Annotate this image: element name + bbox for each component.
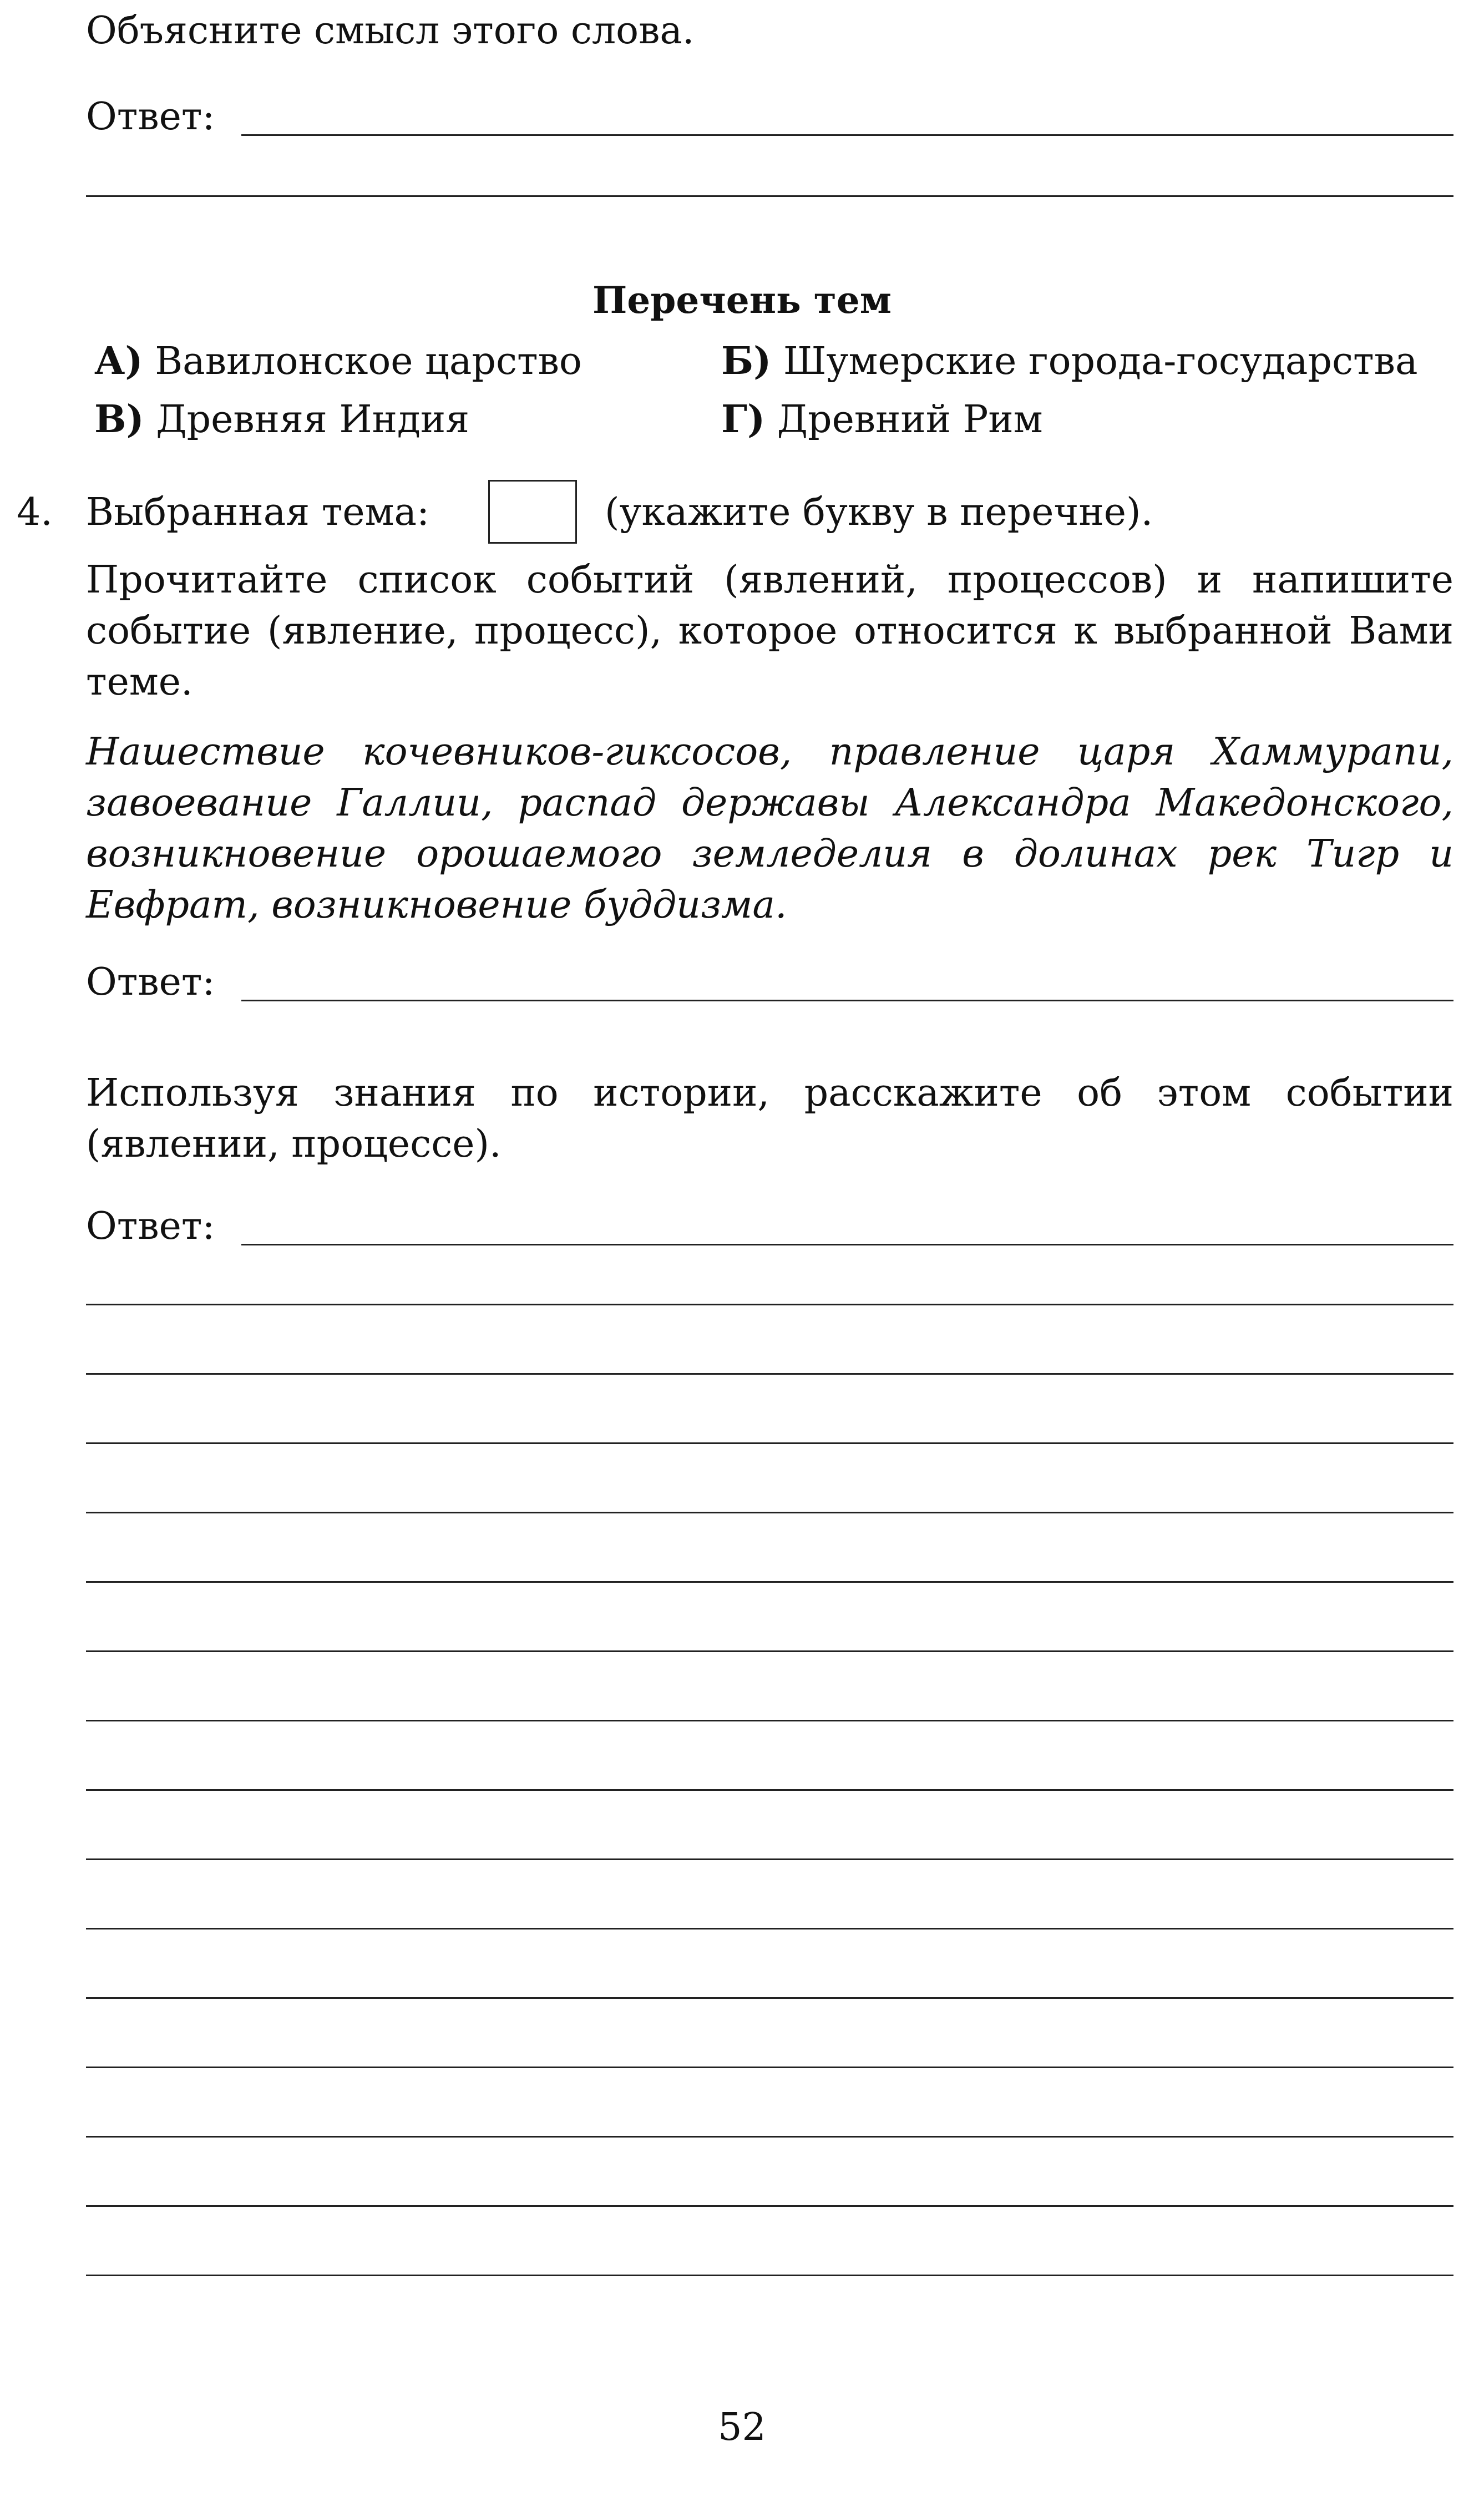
- topic-letter: В): [94, 397, 144, 442]
- topic-letter: Б): [721, 339, 772, 383]
- answer-line[interactable]: [86, 1789, 1453, 1791]
- answer-line[interactable]: [86, 2136, 1453, 2138]
- answer-line[interactable]: [86, 1304, 1453, 1305]
- answer-line[interactable]: [86, 1373, 1453, 1375]
- answer-label: Ответ:: [86, 1201, 226, 1252]
- story-prompt: Используя знания по истории, расскажите об этом событии (явлении, процессе).: [86, 1071, 1453, 1166]
- answer-line[interactable]: [86, 1442, 1453, 1444]
- answer-line[interactable]: [86, 1928, 1453, 1929]
- answer-line[interactable]: [241, 134, 1453, 136]
- topic-letter: Г): [721, 397, 766, 442]
- answer-label: Ответ:: [86, 92, 226, 143]
- topic-text: Вавилонское царство: [155, 340, 582, 383]
- page-number: 52: [718, 2405, 766, 2449]
- topic-text: Древний Рим: [777, 398, 1043, 442]
- answer-line[interactable]: [241, 1000, 1453, 1001]
- task-instruction: Прочитайте список событий (явлений, процессов) и напишите событие (явление, процесс), которое относится к выбранной Вами теме.: [86, 558, 1453, 704]
- theme-label: Выбранная тема:: [86, 490, 430, 534]
- task-number: 4.: [17, 490, 53, 534]
- answer-line[interactable]: [86, 2205, 1453, 2207]
- answer-label: Ответ:: [86, 957, 226, 1008]
- answer-line[interactable]: [86, 195, 1453, 197]
- answer-line[interactable]: [86, 2275, 1453, 2276]
- topic-b: [721, 336, 1418, 387]
- answer-line[interactable]: [86, 1650, 1453, 1652]
- answer-line[interactable]: [86, 1512, 1453, 1513]
- answer-line[interactable]: [86, 1997, 1453, 1999]
- answer-line[interactable]: [86, 1858, 1453, 1860]
- topic-text: Шумерские города-государства: [783, 340, 1418, 383]
- theme-letter-box[interactable]: [488, 480, 577, 544]
- topics-title: Перечень тем: [592, 278, 892, 322]
- intro-question: Объясните смысл этого слова.: [86, 9, 695, 53]
- events-list: Нашествие кочевников-гиксосов, правление царя Хаммурапи, завоевание Галлии, распад державы Александра Македонского, возникновение орошаемого земледелия в долинах рек Тигр и Евфрат, возникновение буддизма.: [86, 730, 1453, 927]
- answer-line[interactable]: [86, 1581, 1453, 1583]
- intro-answer-row[interactable]: [86, 92, 1453, 143]
- event-answer-row[interactable]: [86, 957, 1453, 1008]
- topic-a: [94, 336, 582, 387]
- topic-letter: А): [94, 339, 143, 383]
- answer-line[interactable]: [86, 1720, 1453, 1721]
- answer-line[interactable]: [86, 2067, 1453, 2068]
- topic-d: [721, 394, 1043, 445]
- story-answer-row[interactable]: [86, 1201, 1453, 1252]
- answer-line[interactable]: [241, 1244, 1453, 1245]
- topic-text: Древняя Индия: [156, 398, 470, 442]
- topic-c: [94, 394, 469, 445]
- theme-hint: (укажите букву в перечне).: [605, 490, 1153, 534]
